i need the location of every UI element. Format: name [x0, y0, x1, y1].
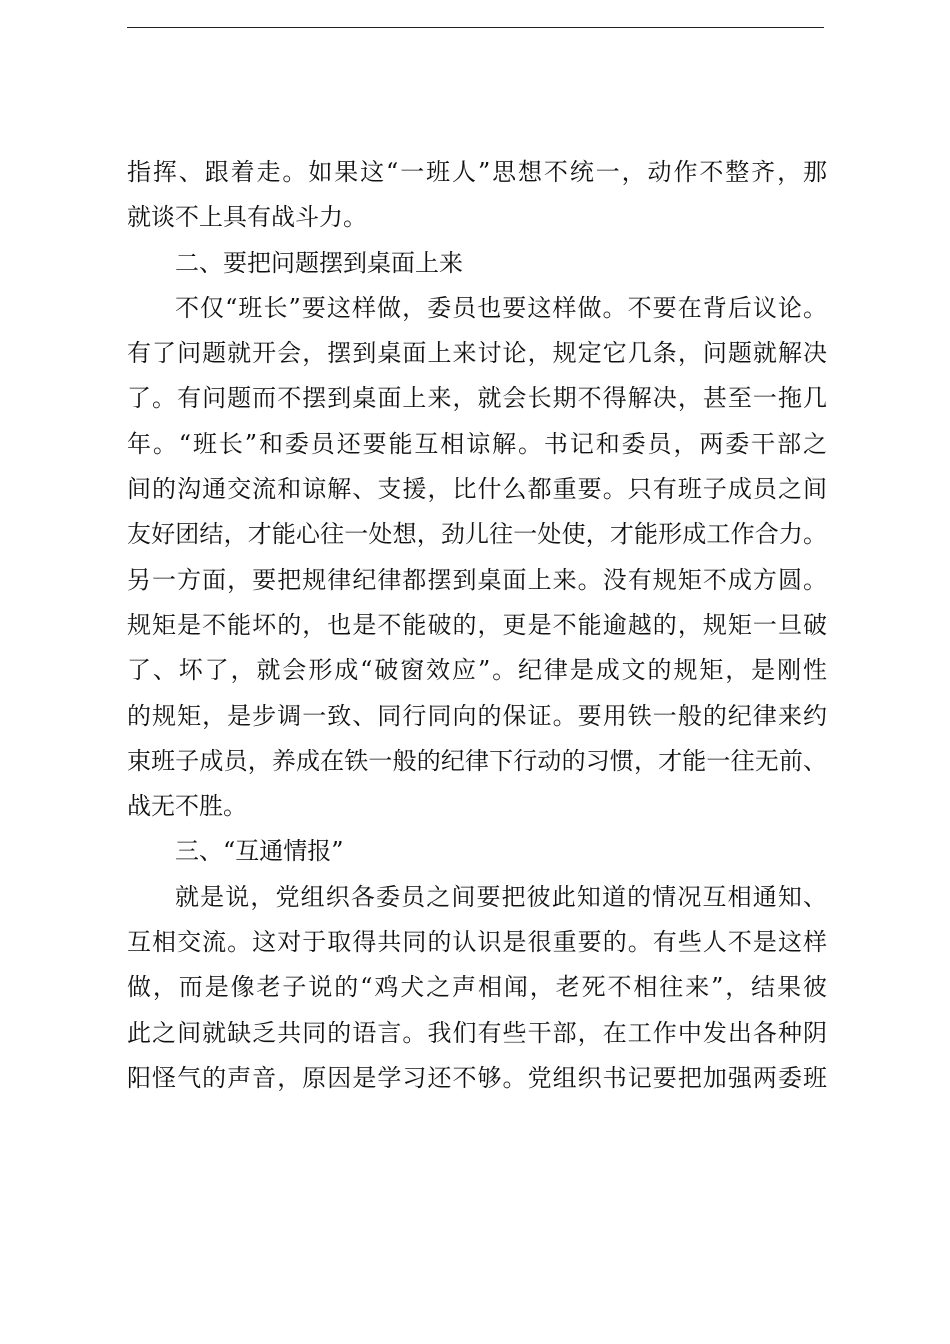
body-text-line: 互相交流。这对于取得共同的认识是很重要的。有些人不是这样 [127, 928, 827, 957]
body-text-line: 做，而是像老子说的“鸡犬之声相闻，老死不相往来”，结果彼 [127, 973, 827, 1002]
body-text-line: 指挥、跟着走。如果这“一班人”思想不统一，动作不整齐，那 [127, 158, 827, 186]
body-text-line: 不仅“班长”要这样做，委员也要这样做。不要在背后议论。 [175, 293, 827, 322]
body-text-line: 年。“班长”和委员还要能互相谅解。书记和委员，两委干部之 [127, 429, 827, 458]
section-heading: 三、“互通情报” [175, 837, 344, 866]
body-text-line: 的规矩，是步调一致、同行同向的保证。要用铁一般的纪律来约 [127, 701, 827, 730]
body-text-line: 此之间就缺乏共同的语言。我们有些干部，在工作中发出各种阴 [127, 1018, 827, 1047]
body-text-line: 规矩是不能坏的，也是不能破的，更是不能逾越的，规矩一旦破 [127, 610, 827, 639]
body-text-line: 就谈不上具有战斗力。 [127, 203, 367, 232]
section-heading: 二、要把问题摆到桌面上来 [175, 248, 463, 277]
body-text-line: 了。有问题而不摆到桌面上来，就会长期不得解决，甚至一拖几 [127, 384, 827, 413]
header-rule [127, 27, 824, 28]
body-text-line: 另一方面，要把规律纪律都摆到桌面上来。没有规矩不成方圆。 [127, 565, 827, 594]
body-text-line: 间的沟通交流和谅解、支援，比什么都重要。只有班子成员之间 [127, 475, 827, 504]
body-text-line: 有了问题就开会，摆到桌面上来讨论，规定它几条，问题就解决 [127, 339, 827, 368]
body-text-line: 了、坏了，就会形成“破窗效应”。纪律是成文的规矩，是刚性 [127, 656, 827, 685]
body-text-line: 就是说，党组织各委员之间要把彼此知道的情况互相通知、 [175, 882, 827, 911]
document-body [127, 150, 827, 1101]
body-text-line: 阳怪气的声音，原因是学习还不够。党组织书记要把加强两委班 [127, 1063, 827, 1092]
body-text-line: 友好团结，才能心往一处想，劲儿往一处使，才能形成工作合力。 [127, 520, 827, 549]
body-text-line: 束班子成员，养成在铁一般的纪律下行动的习惯，才能一往无前、 [127, 746, 827, 775]
body-text-line: 战无不胜。 [127, 792, 247, 821]
